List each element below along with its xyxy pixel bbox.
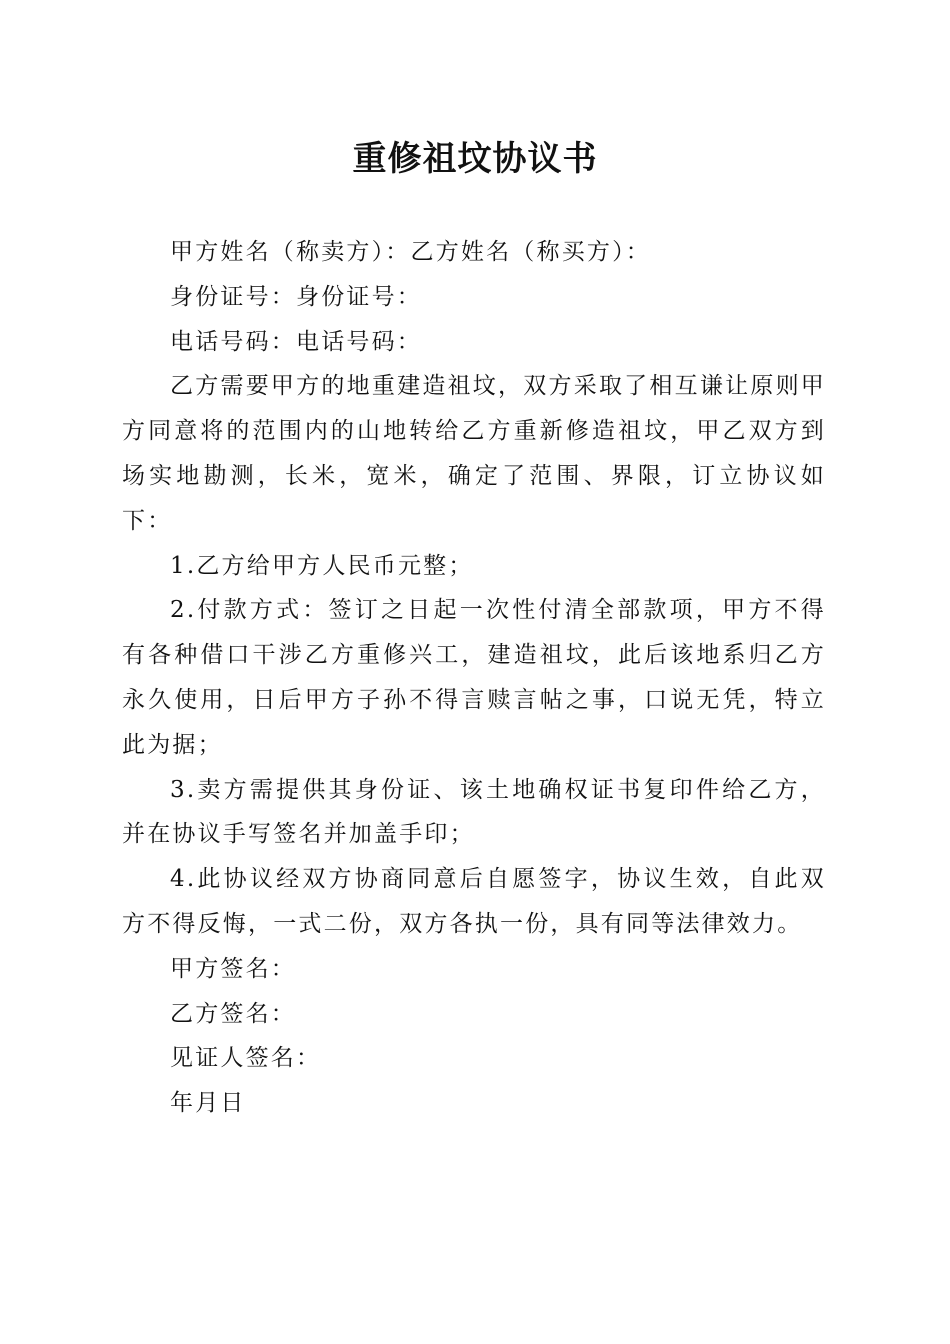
party-a-signature-line: 甲方签名：: [170, 955, 296, 982]
clause-2: 2.付款方式：签订之日起一次性付清全部款项，甲方不得有各种借口干涉乙方重修兴工，建造祖坟，此后该地系归乙方永久使用，日后甲方子孙不得言赎言帖之事，口说无凭，特立此为据；: [122, 597, 826, 758]
clause-1: 1.乙方给甲方人民币元整；: [170, 552, 474, 579]
document-title: 重修祖坟协议书: [352, 139, 598, 179]
document-body: [122, 230, 826, 1126]
id-numbers-line: 身份证号：身份证号：: [170, 283, 422, 310]
phone-numbers-line: 电话号码：电话号码：: [170, 328, 422, 355]
party-b-signature-line: 乙方签名：: [170, 1000, 296, 1027]
party-names-line: 甲方姓名（称卖方）：乙方姓名（称买方）：: [170, 239, 651, 265]
witness-signature-line: 见证人签名：: [170, 1045, 322, 1072]
clause-3: 3.卖方需提供其身份证、该土地确权证书复印件给乙方，并在协议手写签名并加盖手印；: [122, 776, 826, 848]
date-line: 年月日: [170, 1090, 246, 1117]
intro-paragraph: 乙方需要甲方的地重建造祖坟，双方采取了相互谦让原则甲方同意将的范围内的山地转给乙方重新修造祖坟，甲乙双方到场实地勘测，长米，宽米，确定了范围、界限，订立协议如下：: [122, 373, 826, 534]
clause-4: 4.此协议经双方协商同意后自愿签字，协议生效，自此双方不得反悔，一式二份，双方各执一份，具有同等法律效力。: [122, 866, 826, 937]
